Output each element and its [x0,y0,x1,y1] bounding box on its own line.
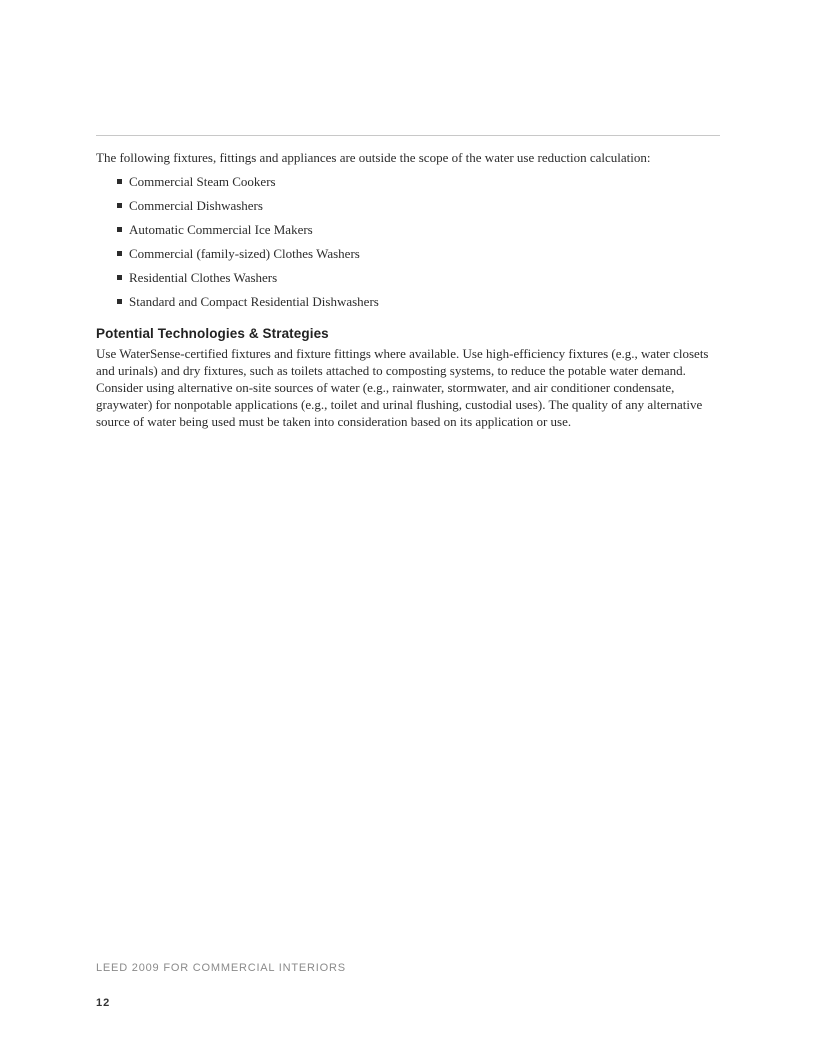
intro-paragraph: The following fixtures, fittings and appliances are outside the scope of the water use reduction calculation: [96,150,651,165]
list-item-text: Standard and Compact Residential Dishwashers [129,294,379,309]
list-item [117,269,379,293]
list-item [117,221,379,245]
footer-document-title: LEED 2009 FOR COMMERCIAL INTERIORS [96,962,346,974]
page-number: 12 [96,997,111,1009]
section-body-paragraph: Use WaterSense-certified fixtures and fixture fittings where available. Use high-efficiency fixtures (e.g., water closets and urinals) and dry fixtures, such as toilets attached to composting systems, to reduce the potable water demand. Consider using alternative on-site sources of water (e.g., rainwater, stormwater, and air conditioner condensate, graywater) for nonpotable applications (e.g., toilet and urinal flushing, custodial uses). The quality of any alternative source of water being used must be taken into consideration based on its application or use. [96,346,709,429]
list-item-text: Automatic Commercial Ice Makers [129,222,313,237]
list-item [117,245,379,269]
square-bullet-icon [117,275,122,280]
list-item [117,197,379,221]
square-bullet-icon [117,179,122,184]
list-item-text: Commercial Dishwashers [129,198,263,213]
square-bullet-icon [117,203,122,208]
list-item-text: Residential Clothes Washers [129,270,278,285]
header-divider [96,135,720,136]
excluded-items-list [117,173,379,317]
list-item-text: Commercial Steam Cookers [129,174,276,189]
section-heading: Potential Technologies & Strategies [96,326,329,341]
square-bullet-icon [117,251,122,256]
list-item [117,173,379,197]
list-item-text: Commercial (family-sized) Clothes Washers [129,246,360,261]
list-item [117,293,379,317]
square-bullet-icon [117,299,122,304]
square-bullet-icon [117,227,122,232]
